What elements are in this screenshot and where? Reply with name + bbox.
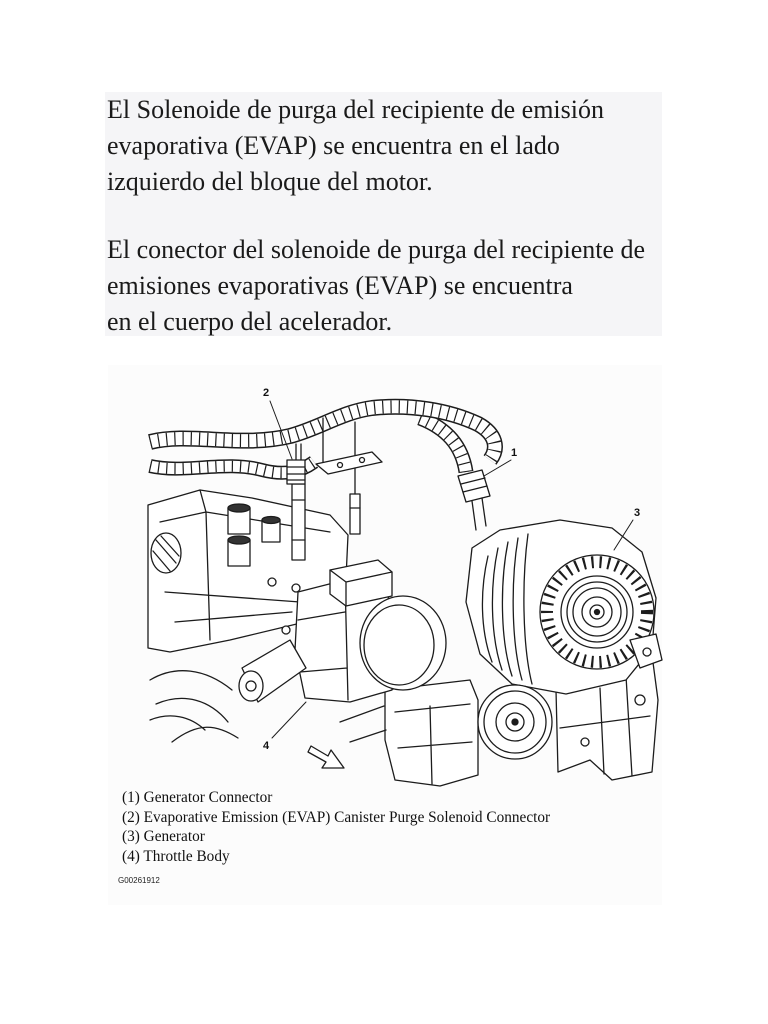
engine-diagram <box>110 370 665 790</box>
callout-2: 2 <box>262 387 270 399</box>
callout-1: 1 <box>510 447 518 459</box>
legend-item-generator: (3) Generator <box>122 828 205 846</box>
callout-3: 3 <box>633 507 641 519</box>
paragraph-connector-location <box>107 232 645 340</box>
idle-air-control-motor <box>239 640 306 702</box>
legend-item-evap-connector: (2) Evaporative Emission (EVAP) Canister Purge Solenoid Connector <box>122 808 551 826</box>
legend-item-generator-connector: (1) Generator Connector <box>122 789 273 806</box>
generator-connector <box>458 470 490 530</box>
idler-pulley <box>478 685 552 759</box>
callout-4: 4 <box>262 740 270 752</box>
paragraph-solenoid-location <box>107 92 604 200</box>
generator-pulley <box>561 576 633 648</box>
figure-legend <box>122 788 550 866</box>
text-line: emisiones evaporativas (EVAP) se encuentra <box>107 271 573 300</box>
text-line: en el cuerpo del acelerador. <box>107 307 393 336</box>
evap-purge-solenoid-connector <box>287 444 305 484</box>
text-line: evaporativa (EVAP) se encuentra en el lado <box>107 131 560 160</box>
figure-id: G00261912 <box>118 876 160 885</box>
oil-filler-cap <box>151 533 181 573</box>
description-text-block <box>105 92 662 336</box>
text-line: El Solenoide de purga del recipiente de emisión <box>107 95 604 124</box>
legend-item-throttle-body: (4) Throttle Body <box>122 847 230 865</box>
text-line: izquierdo del bloque del motor. <box>107 167 433 196</box>
lower-hoses <box>150 671 238 742</box>
text-line: El conector del solenoide de purga del recipiente de <box>107 235 646 264</box>
direction-arrow <box>308 746 344 768</box>
leader-line-4 <box>272 702 306 738</box>
